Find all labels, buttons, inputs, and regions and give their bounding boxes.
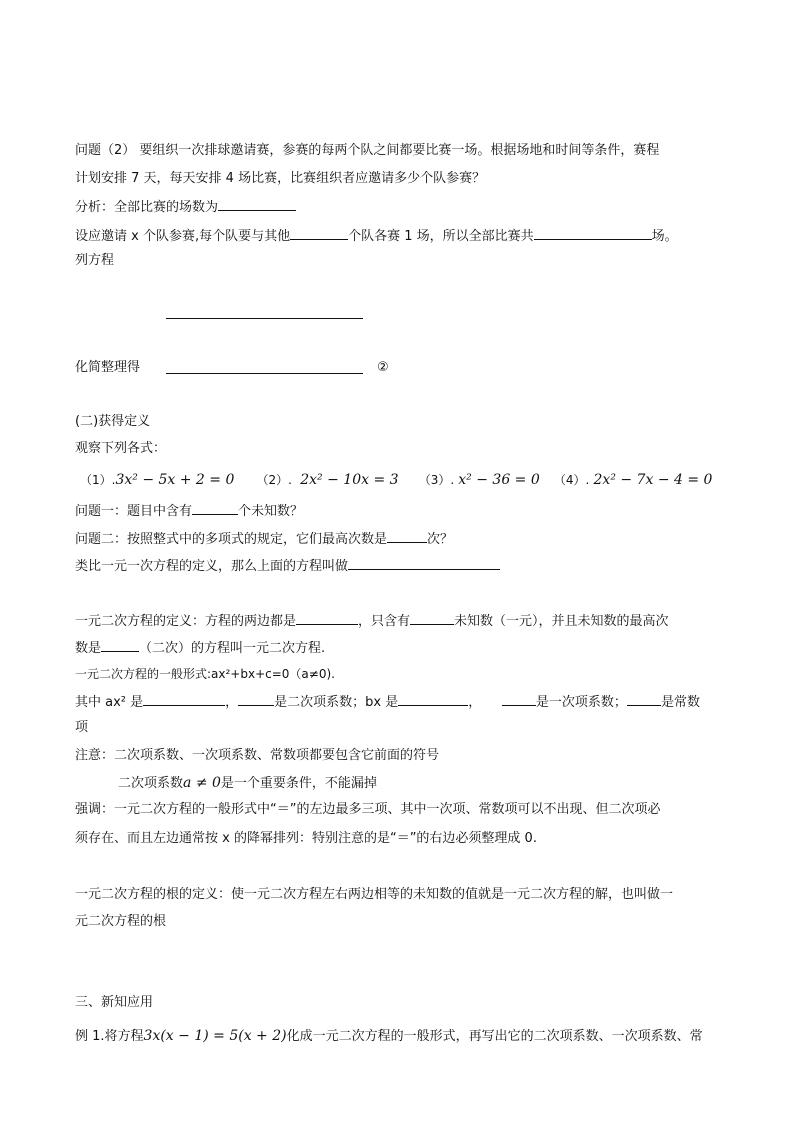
- question-one: [75, 500, 734, 522]
- setup-text-c: 场。: [651, 229, 678, 244]
- answer-blank[interactable]: [534, 225, 652, 240]
- application-heading: 三、新知应用: [75, 995, 154, 1010]
- note2-text: 二次项系数: [118, 776, 184, 791]
- answer-blank[interactable]: [410, 610, 454, 625]
- simplify-line: [75, 358, 734, 378]
- definition-text: 一元二次方程的定义：方程的两边都是: [75, 614, 297, 629]
- root-definition-line2: 元二次方程的根: [75, 914, 167, 929]
- example-math: 3x(x − 1) = 5(x + 2): [143, 1028, 287, 1044]
- observe-text: 观察下列各式：: [75, 441, 167, 456]
- question-one-suffix: 个未知数？: [238, 504, 304, 519]
- setup-text-a: 设应邀请 x 个队参赛,每个队要与其他: [75, 229, 291, 244]
- answer-blank[interactable]: [192, 500, 238, 515]
- equation-answer-line[interactable]: [166, 318, 363, 319]
- note2: [118, 773, 734, 794]
- answer-blank[interactable]: [387, 528, 427, 543]
- equation-mark: ②: [377, 360, 389, 375]
- answer-blank[interactable]: [348, 555, 500, 570]
- definition-line1: [75, 610, 734, 632]
- analogy-line: [75, 555, 734, 577]
- simplify-label: 化简整理得: [75, 360, 141, 375]
- answer-blank[interactable]: [238, 691, 274, 706]
- terms-text: 是一次项系数；: [535, 695, 627, 710]
- answer-blank[interactable]: [218, 196, 296, 211]
- analysis-line: [75, 196, 734, 218]
- problem2-line1: 问题（2） 要组织一次排球邀请赛，参赛的每两个队之间都要比赛一场。根据场地和时间等条件，赛程: [75, 143, 660, 158]
- answer-blank[interactable]: [398, 691, 468, 706]
- equation-item-3: （3）. x² − 36 = 0: [418, 472, 540, 488]
- answer-blank[interactable]: [143, 691, 225, 706]
- definition-line2: [75, 637, 734, 659]
- general-form: 一元二次方程的一般形式:ax²+bx+c=0（a≠0).: [75, 667, 335, 681]
- analogy-text: 类比一元一次方程的定义，那么上面的方程叫做: [75, 559, 349, 574]
- emphasis-line1: 强调：一元二次方程的一般形式中“＝”的左边最多三项、其中一次项、常数项可以不出现、但二次项必: [75, 802, 661, 817]
- definition-text: 未知数（一元），并且未知数的最高次: [454, 614, 669, 629]
- section-heading: (二)获得定义: [75, 414, 151, 429]
- equation-list: [80, 470, 734, 491]
- answer-blank[interactable]: [296, 610, 358, 625]
- terms-text: 是二次项系数；bx 是: [274, 695, 399, 710]
- equation-item-1: （1）.3x² − 5x + 2 = 0: [80, 472, 235, 488]
- setup-text-b: 个队各赛 1 场，所以全部比赛共: [348, 229, 534, 244]
- definition-text: （二次）的方程叫一元二次方程.: [139, 641, 326, 656]
- equation-item-2: （2）. 2x² − 10x = 3: [256, 472, 399, 488]
- simplify-answer-line[interactable]: [166, 373, 363, 374]
- answer-blank[interactable]: [101, 637, 139, 652]
- question-one-text: 问题一：题目中含有: [75, 504, 193, 519]
- equation-label: 列方程: [75, 253, 115, 268]
- example-text: 例 1.将方程: [75, 1029, 144, 1044]
- setup-line: [75, 225, 734, 247]
- terms-text: ，: [225, 695, 239, 710]
- problem2-line2: 计划安排 7 天，每天安排 4 场比赛，比赛组织者应邀请多少个队参赛？: [75, 171, 486, 186]
- note1: 注意：二次项系数、一次项系数、常数项都要包含它前面的符号: [75, 748, 440, 763]
- question-two-suffix: 次？: [427, 532, 454, 547]
- answer-blank[interactable]: [290, 225, 348, 240]
- answer-blank[interactable]: [627, 691, 661, 706]
- emphasis-line2: 须存在、而且左边通常按 x 的降幂排列：特别注意的是“＝”的右边必须整理成 0.: [75, 831, 537, 846]
- example-text: 化成一元二次方程的一般形式，再写出它的二次项系数、一次项系数、常: [286, 1029, 703, 1044]
- terms-text: 其中 ax² 是: [75, 695, 144, 710]
- terms-text: 是常数: [660, 695, 700, 710]
- example-1: [75, 1026, 734, 1047]
- equation-item-4: （4）. 2x² − 7x − 4 = 0: [553, 472, 713, 488]
- note2-text: 是一个重要条件，不能漏掉: [220, 776, 377, 791]
- terms-line2: 项: [75, 720, 89, 735]
- root-definition-line1: 一元二次方程的根的定义：使一元二次方程左右两边相等的未知数的值就是一元二次方程的解，也叫做一: [75, 887, 674, 902]
- definition-text: ，只含有: [358, 614, 411, 629]
- definition-text: 数是: [75, 641, 102, 656]
- note2-math: a ≠ 0: [183, 775, 221, 791]
- terms-line: [75, 691, 734, 713]
- analysis-text: 分析：全部比赛的场数为: [75, 200, 219, 215]
- question-two: [75, 528, 734, 550]
- answer-blank[interactable]: [502, 691, 536, 706]
- question-two-text: 问题二：按照整式中的多项式的规定，它们最高次数是: [75, 532, 388, 547]
- terms-text: ，: [468, 695, 482, 710]
